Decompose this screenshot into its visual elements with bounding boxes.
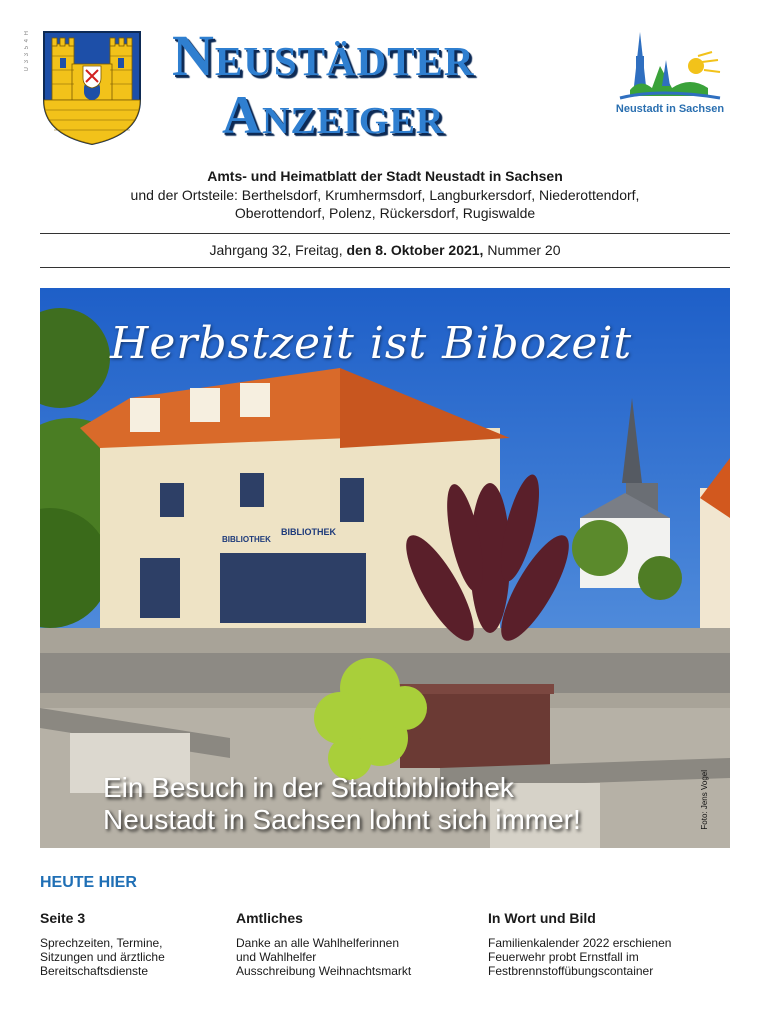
masthead-title-line1: Neustädter bbox=[172, 23, 475, 88]
contents-item: Feuerwehr probt Ernstfall im bbox=[488, 950, 639, 964]
library-sign-right: BIBLIOTHEK bbox=[281, 527, 336, 537]
contents-heading: HEUTE HIER bbox=[40, 874, 137, 891]
cover-caption-line1: Ein Besuch in der Stadtbibliothek bbox=[103, 772, 514, 803]
contents-item: Danke an alle Wahlhelferinnen bbox=[236, 936, 399, 950]
library-sign-left: BIBLIOTHEK bbox=[222, 535, 271, 544]
contents-item: und Wahlhelfer bbox=[236, 950, 317, 964]
issue-number: Nummer 20 bbox=[483, 242, 561, 258]
subtitle-bold: Amts- und Heimatblatt der Stadt Neustadt in Sachsen bbox=[207, 168, 563, 184]
contents-item: Familienkalender 2022 erschienen bbox=[488, 936, 672, 950]
issue-line bbox=[0, 242, 770, 258]
contents-item: Sprechzeiten, Termine, bbox=[40, 936, 163, 950]
cover-headline: Herbstzeit ist Bibozeit bbox=[110, 318, 633, 369]
divider-top bbox=[40, 233, 730, 234]
masthead-title-line2: Anzeiger bbox=[222, 85, 445, 145]
issue-date: den 8. Oktober 2021, bbox=[346, 242, 484, 258]
photo-credit: Foto: Jens Vogel bbox=[700, 770, 709, 830]
cover-caption-line2: Neustadt in Sachsen lohnt sich immer! bbox=[103, 804, 581, 835]
contents-item: Festbrennstoffübungscontainer bbox=[488, 964, 654, 978]
divider-bottom bbox=[40, 267, 730, 268]
contents-item: Ausschreibung Weihnachtsmarkt bbox=[236, 964, 412, 978]
contents-column-title: In Wort und Bild bbox=[488, 910, 596, 926]
city-logo-text: Neustadt in Sachsen bbox=[615, 103, 725, 115]
subtitle-districts-line1: und der Ortsteile: Berthelsdorf, Krumhermsdorf, Langburkersdorf, Niederottendorf, bbox=[130, 187, 640, 203]
issue-prefix: Jahrgang 32, Freitag, bbox=[209, 242, 347, 258]
contents-item: Sitzungen und ärztliche bbox=[40, 950, 165, 964]
cover-photo bbox=[40, 288, 730, 848]
contents-column-title: Amtliches bbox=[236, 910, 303, 926]
print-side-mark: U 3 3 5 4 H bbox=[24, 30, 30, 72]
contents-column-title: Seite 3 bbox=[40, 910, 86, 926]
city-crest bbox=[42, 30, 142, 146]
contents-item: Bereitschaftsdienste bbox=[40, 964, 149, 978]
subtitle-districts-line2: Oberottendorf, Polenz, Rückersdorf, Rugiswalde bbox=[234, 205, 536, 221]
